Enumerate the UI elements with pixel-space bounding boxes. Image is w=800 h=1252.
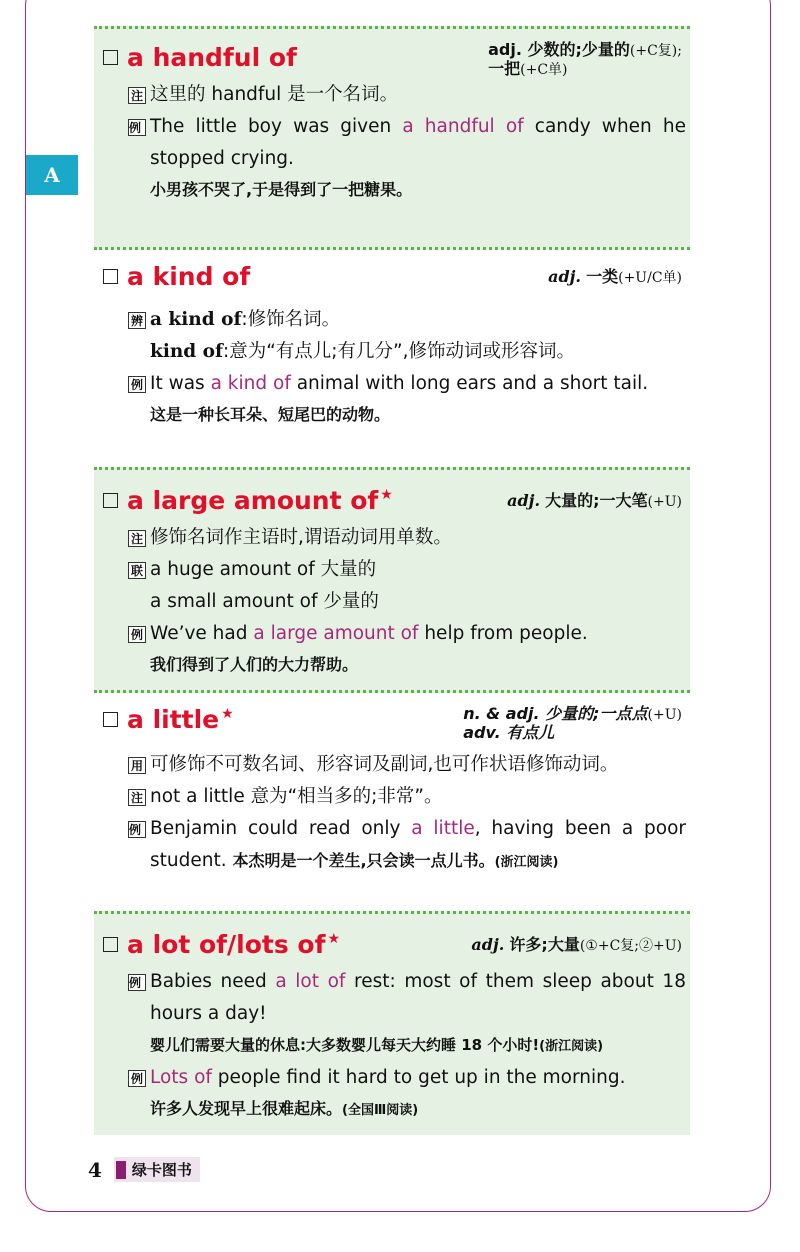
entry-a-kind-of [94, 262, 690, 442]
entry-a-handful-of [94, 26, 690, 250]
distinction-line-2: kind of:意为“有点儿;有几分”,修饰动词或形容词。 [150, 341, 576, 362]
brand-logo-icon [116, 1161, 126, 1179]
part-of-speech: adj. 少数的;少量的(+C复); 一把(+C单) [488, 40, 682, 78]
entry-head [98, 262, 686, 298]
star-icon: ★ [221, 705, 234, 722]
star-icon: ★ [327, 930, 341, 947]
example-continuation: student. 本杰明是一个差生,只会读一点儿书。(浙江阅读) [150, 850, 559, 871]
entry-head [98, 930, 686, 966]
headword: a lot of/lots of ★ [103, 930, 340, 959]
entry-a-little [94, 705, 690, 895]
note-label: 注 [128, 530, 146, 547]
headword: a little ★ [103, 705, 234, 734]
example-line-2: 例 Lots of people find it hard to get up in the morning. [98, 1062, 686, 1094]
entry-head [98, 705, 686, 741]
note-label: 注 [128, 87, 146, 104]
entry-head [98, 486, 686, 522]
distinction-line: 辨 a kind of:修饰名词。 [98, 304, 686, 336]
checkbox[interactable] [103, 493, 118, 508]
section-tab[interactable]: A [26, 155, 78, 195]
example-translation: 这是一种长耳朵、短尾巴的动物。 [150, 405, 391, 424]
distinction-label: 辨 [128, 312, 146, 329]
entry-a-large-amount-of [94, 467, 690, 693]
headword: a handful of [103, 43, 297, 72]
example-label: 例 [128, 1070, 146, 1087]
example-translation: 小男孩不哭了,于是得到了一把糖果。 [150, 180, 413, 199]
entry-head [98, 40, 686, 79]
checkbox[interactable] [103, 712, 118, 727]
example-line: 例 The little boy was given a handful of candy when he [129, 116, 686, 137]
checkbox[interactable] [103, 937, 118, 952]
example-translation: 我们得到了人们的大力帮助。 [150, 655, 359, 674]
note-label: 注 [128, 789, 146, 806]
example-translation: 婴儿们需要大量的休息:大多数婴儿每天大约睡 18 个小时!(浙江阅读) [150, 1036, 604, 1054]
headword: a large amount of ★ [103, 486, 393, 515]
example-continuation: stopped crying. [150, 148, 294, 169]
note-line: 注 修饰名词作主语时,谓语动词用单数。 [98, 522, 686, 554]
part-of-speech: adj. 许多;大量(①+C复;②+U) [471, 935, 682, 954]
related-label: 联 [128, 562, 146, 579]
example-label: 例 [128, 119, 146, 136]
star-icon: ★ [380, 486, 393, 503]
page-number: 4 [88, 1157, 102, 1182]
example-label: 例 [128, 974, 146, 991]
part-of-speech: n. & adj. 少量的;一点点(+U) adv. 有点儿 [463, 704, 682, 742]
related-line-2: a small amount of 少量的 [150, 591, 379, 612]
example-line: 例 It was a kind of animal with long ears and a short tail. [98, 368, 686, 400]
note-line: 注 这里的 handful 是一个名词。 [98, 79, 686, 111]
checkbox[interactable] [103, 50, 118, 65]
example-translation-2: 许多人发现早上很难起床。(全国Ⅲ阅读) [150, 1099, 419, 1118]
example-line: 例 We’ve had a large amount of help from people. [98, 618, 686, 650]
example-line: 例 Benjamin could read only a little, having been a poor [129, 818, 687, 839]
note-line: 注 not a little 意为“相当多的;非常”。 [98, 781, 686, 813]
example-label: 例 [128, 821, 146, 838]
brand-badge: 绿卡图书 [114, 1157, 200, 1182]
example-line: 例 Babies need a lot of rest: most of them sleep about 18 [129, 971, 686, 992]
example-label: 例 [128, 626, 146, 643]
related-line: 联 a huge amount of 大量的 [98, 554, 686, 586]
entry-a-lot-of [94, 911, 690, 1135]
usage-line: 用 可修饰不可数名词、形容词及副词,也可作状语修饰动词。 [98, 749, 686, 781]
usage-label: 用 [128, 757, 146, 774]
example-continuation: hours a day! [150, 1003, 267, 1024]
headword: a kind of [103, 262, 250, 291]
part-of-speech: adj. 大量的;一大笔(+U) [507, 491, 682, 510]
checkbox[interactable] [103, 269, 118, 284]
part-of-speech: adj. 一类(+U/C单) [548, 267, 682, 286]
example-label: 例 [128, 376, 146, 393]
page-footer [88, 1157, 200, 1182]
